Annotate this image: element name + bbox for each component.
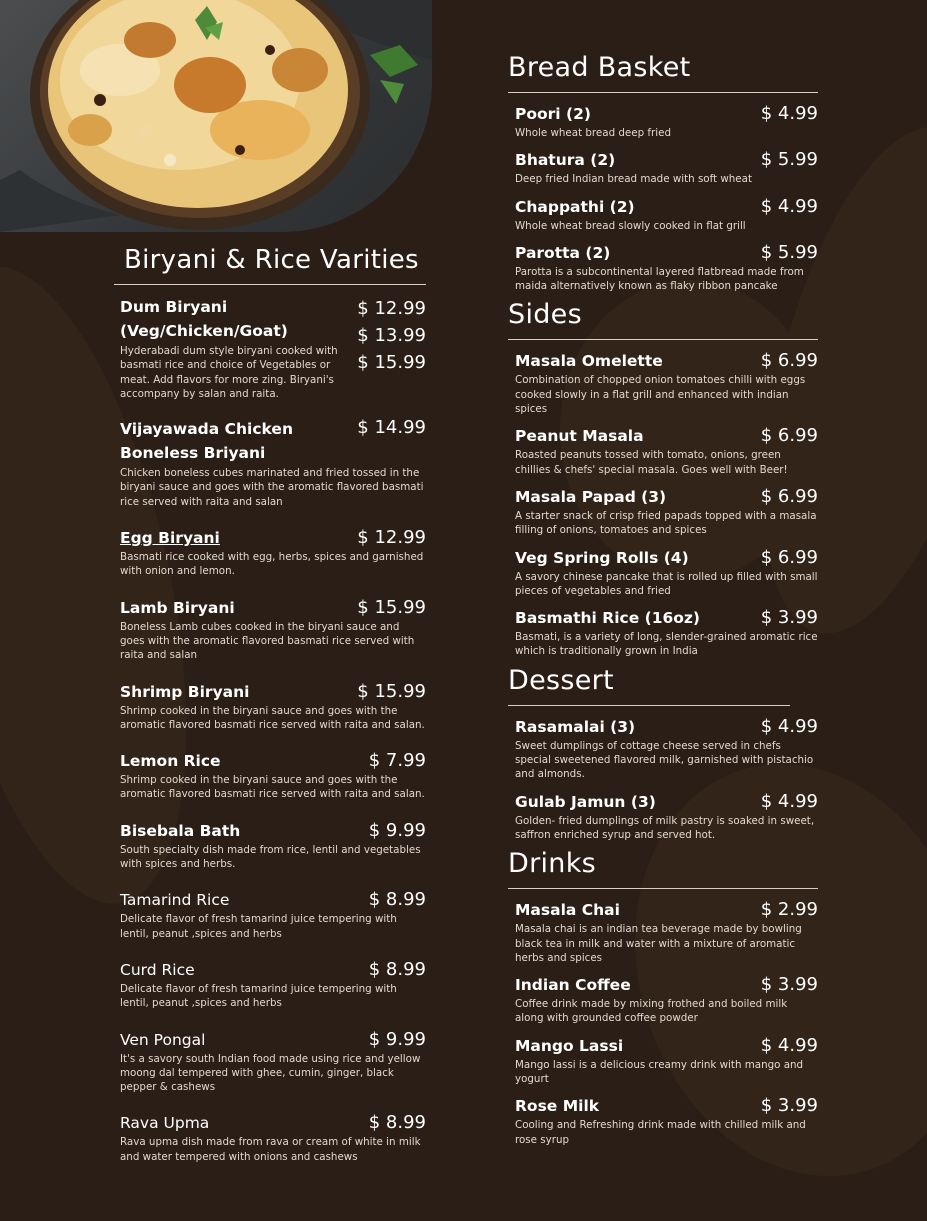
item-name: (Veg/Chicken/Goat) [120,322,288,340]
item-name: Egg Biryani [120,529,220,548]
dessert-section [508,661,818,842]
menu-item [508,425,818,477]
menu-item [114,417,426,509]
menu-item [114,1112,426,1164]
sides-section [508,295,818,658]
item-description: Parotta is a subcontinental layered flatbread made from maida alternatively known as flaky ribbon pancake [515,265,804,293]
item-name: Curd Rice [120,960,195,979]
item-description: Shrimp cooked in the biryani sauce and goes with the aromatic flavored basmati rice served with raita and salan. [120,774,425,801]
item-description: Golden- fried dumplings of milk pastry is soaked in sweet, saffron enriched syrup and served hot. [515,814,815,841]
item-price: $ 15.99 [357,596,426,618]
menu-item [508,242,818,294]
menu-item [114,597,426,663]
item-price: $ 15.99 [357,352,426,373]
section-title: Biryani & Rice Varities [124,245,419,275]
item-price: $ 4.99 [760,790,818,812]
drinks-section [508,844,818,1147]
menu-item [508,486,818,538]
menu-item [508,1035,818,1087]
menu-item [114,681,426,733]
item-description: Whole wheat bread deep fried [515,127,671,139]
menu-item [508,974,818,1026]
section-divider [508,888,818,889]
item-price: $ 6.99 [760,546,818,568]
item-description: Delicate flavor of fresh tamarind juice tempering with lentil, peanut ,spices and herbs [120,913,397,940]
item-price: $ 9.99 [368,1028,426,1050]
item-price: $ 2.99 [760,899,818,921]
item-price: $ 4.99 [760,715,818,737]
item-name: Masala Papad (3) [515,487,667,506]
item-description: Combination of chopped onion tomatoes chilli with eggs cooked slowly in a flat grill and enhanced with indian spices [515,374,806,416]
menu-item [114,527,426,579]
item-name: Indian Coffee [515,976,631,995]
menu-item [114,1029,426,1095]
item-description: Boneless Lamb cubes cooked in the biryani sauce and goes with the aromatic flavored basmati rice served with raita and salan [120,620,415,662]
item-price: $ 3.99 [760,607,818,629]
item-price: $ 7.99 [368,750,426,772]
section-title: Sides [508,299,582,331]
section-divider [508,339,818,340]
item-name: Lemon Rice [120,752,221,771]
item-price: $ 14.99 [357,417,426,439]
item-price: $ 4.99 [760,103,818,124]
item-price: $ 8.99 [368,958,426,980]
item-name: Tamarind Rice [120,891,230,910]
item-price: $ 9.99 [368,819,426,841]
item-name: Masala Chai [515,901,620,920]
item-description: Rava upma dish made from rava or cream of white in milk and water tempered with onions and cashews [120,1136,421,1163]
item-description: Masala chai is an indian tea beverage made by bowling black tea in milk and water with a mixture of aromatic herbs and spices [515,923,802,964]
item-price: $ 3.99 [760,1095,818,1117]
bread-section [508,48,818,293]
item-name: Rava Upma [120,1114,210,1133]
item-name: Chappathi (2) [515,197,635,216]
item-name: Bisebala Bath [120,821,241,840]
item-price: $ 5.99 [760,149,818,171]
item-name: Peanut Masala [515,427,644,446]
item-description: Whole wheat bread slowly cooked in flat grill [515,219,746,232]
menu-item [508,547,818,599]
item-description: Basmati rice cooked with egg, herbs, spices and garnished with onion and lemon. [120,551,424,578]
item-name: Veg Spring Rolls (4) [515,548,689,567]
item-name: Bhatura (2) [515,151,616,170]
right-column [508,48,818,1156]
item-name: Shrimp Biryani [120,682,250,701]
item-price: $ 12.99 [357,298,426,319]
item-price: $ 4.99 [760,195,818,217]
item-name: Lamb Biryani [120,598,235,617]
item-name: Rose Milk [515,1097,600,1116]
menu-item [114,750,426,802]
item-description: Deep fried Indian bread made with soft wheat [515,173,752,186]
item-description: A savory chinese pancake that is rolled up filled with small pieces of vegetables and fried [515,570,818,597]
item-price: $ 6.99 [760,485,818,507]
section-divider [114,284,426,285]
menu-item [508,149,818,186]
menu-item [114,820,426,872]
item-price: $ 15.99 [357,680,426,702]
item-name: Parotta (2) [515,243,611,262]
menu-item [508,716,818,782]
item-description: Chicken boneless cubes marinated and fried tossed in the biryani sauce and goes with the aromatic flavored basmati rice served with raita and salan [120,467,424,508]
item-description: It's a savory south Indian food made using rice and yellow moong dal tempered with ghee, cumin, ginger, black pepper & cashews [120,1052,421,1094]
menu-item [114,295,426,401]
item-price: $ 12.99 [357,527,426,549]
section-divider [508,705,790,706]
item-description: Sweet dumplings of cottage cheese served in chefs special sweetened flavored milk, garnished with pistachio and almonds. [515,739,814,781]
item-name: Masala Omelette [515,352,663,371]
item-name: Poori (2) [515,105,591,123]
menu-item [508,607,818,659]
item-description: Basmati, is a variety of long, slender-grained aromatic rice which is traditionally grown in India [515,631,818,658]
item-description: Cooling and Refreshing drink made with chilled milk and rose syrup [515,1119,806,1146]
item-name: Mango Lassi [515,1036,624,1055]
item-price: $ 4.99 [760,1034,818,1056]
item-price: $ 6.99 [760,350,818,372]
menu-item [508,350,818,416]
menu-item [114,889,426,941]
item-name: Rasamalai (3) [515,717,636,736]
section-title: Drinks [508,848,597,880]
item-price: $ 6.99 [760,425,818,447]
section-divider [508,92,818,93]
item-description: Mango lassi is a delicious creamy drink with mango and yogurt [515,1058,804,1086]
item-name: Ven Pongal [120,1030,206,1049]
item-description: Roasted peanuts tossed with tomato, onions, green chillies & chefs' special masala. Goes well with Beer! [515,449,788,476]
biryani-photo [0,0,432,232]
item-price: $ 8.99 [368,1112,426,1134]
menu-item [508,791,818,843]
item-price: $ 5.99 [760,241,818,263]
item-description: Hyderabadi dum style biryani cooked with basmati rice and choice of Vegetables or meat. Add flavors for more zing. Biryani's accompany by salan and raita. [120,345,338,400]
item-description: South specialty dish made from rice, lentil and vegetables with spices and herbs. [120,843,421,871]
item-name: Gulab Jamun (3) [515,792,656,811]
item-price: $ 3.99 [760,974,818,996]
item-description: Coffee drink made by mixing frothed and boiled milk along with grounded coffee powder [515,998,788,1025]
biryani-section [114,240,426,1176]
item-name: Basmathi Rice (16oz) [515,609,701,628]
item-description: Delicate flavor of fresh tamarind juice tempering with lentil, peanut ,spices and herbs [120,982,397,1010]
item-name: Dum Biryani [120,298,228,316]
item-description: A starter snack of crisp fried papads topped with a masala filling of onions, tomatoes and spices [515,509,817,537]
menu-item [508,196,818,233]
item-name: Vijayawada Chicken Boneless Briyani [120,420,293,463]
item-description: Shrimp cooked in the biryani sauce and goes with the aromatic flavored basmati rice served with raita and salan. [120,704,425,731]
menu-item [508,899,818,965]
menu-item [508,103,818,140]
section-title: Dessert [508,664,614,696]
menu-item [114,959,426,1011]
menu-item [508,1095,818,1147]
section-title: Bread Basket [508,52,691,83]
item-price: $ 8.99 [368,889,426,911]
item-price: $ 13.99 [357,325,426,346]
